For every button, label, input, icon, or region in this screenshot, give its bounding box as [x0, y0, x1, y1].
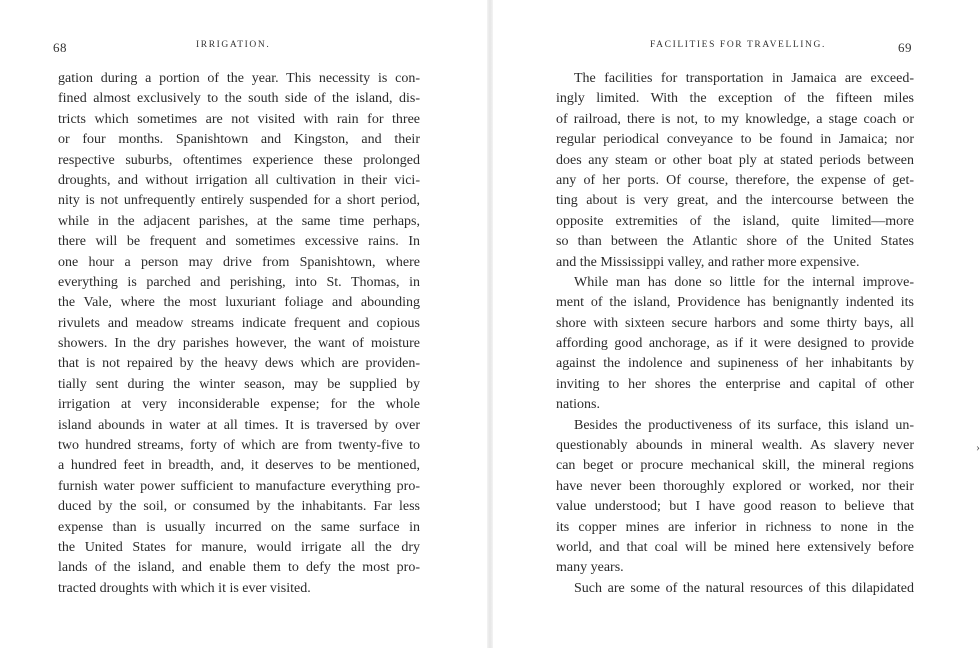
left-page-number: 68	[53, 40, 67, 55]
text-line: gation during a portion of the year. This necessity is con-	[58, 71, 420, 86]
text-line: irrigation at very inconsiderable expense; for the whole	[58, 397, 420, 413]
text-line: respective suburbs, oftentimes experience these prolonged	[58, 152, 420, 168]
text-line: have never been thoroughly explored or worked, nor their	[556, 478, 914, 494]
text-line: or four months. Spanishtown and Kingston, and their	[58, 132, 420, 148]
text-line: world, and that coal will be mined here extensively before	[556, 539, 914, 555]
text-line: the Vale, where the most luxuriant foliage and abounding	[58, 295, 420, 311]
text-line: one hour a person may drive from Spanishtown, where	[58, 254, 420, 270]
text-line: any of her ports. Of course, therefore, the expense of get-	[556, 172, 914, 188]
text-line: Such are some of the natural resources of this dilapidated	[574, 580, 914, 596]
text-line: The facilities for transportation in Jamaica are exceed-	[574, 71, 914, 86]
text-line: tricts which sometimes are not visited with rain for three	[58, 111, 420, 127]
right-text-block	[556, 69, 914, 599]
right-running-head: FACILITIES FOR TRAVELLING.	[650, 40, 826, 50]
text-line: of railroad, there is not, to my knowledge, a stage coach or	[556, 111, 914, 127]
text-line: everything is parched and perishing, into St. Thomas, in	[58, 274, 420, 290]
text-line: furnish water power sufficient to manufacture everything pro-	[58, 478, 420, 494]
text-line: its copper mines are inferior in richness to none in the	[556, 519, 914, 535]
page-edge-mark: ›	[976, 440, 980, 454]
text-line: can beget or procure mechanical skill, the mineral regions	[556, 458, 914, 474]
right-page	[490, 0, 980, 648]
text-line: While man has done so little for the internal improve-	[574, 274, 914, 290]
text-line: does any steam or other boat ply at stated periods between	[556, 152, 914, 168]
text-line: regular periodical conveyance to be found in Jamaica; nor	[556, 132, 914, 148]
text-line: the United States for manure, would irrigate all the dry	[58, 539, 420, 555]
text-line: two hundred streams, forty of which are from twenty-five to	[58, 438, 420, 454]
text-line: ting about is very great, and the intercourse between the	[556, 193, 914, 209]
text-line: many years.	[556, 560, 624, 576]
text-line: duced by the soil, or consumed by the inhabitants. Far less	[58, 499, 420, 515]
text-line: shore with sixteen secure harbors and some thirty bays, all	[556, 315, 914, 331]
text-line: tracted droughts with which it is ever visited.	[58, 580, 311, 596]
text-line: lands of the island, and enable them to defy the most pro-	[58, 560, 420, 576]
text-line: value understood; but I have good reason to believe that	[556, 499, 914, 515]
text-line: ingly limited. With the exception of the fifteen miles	[556, 91, 914, 107]
text-line: against the indolence and supineness of her inhabitants by	[556, 356, 914, 372]
text-line: showers. In the dry parishes however, the want of moisture	[58, 336, 420, 352]
text-line: questionably abounds in mineral wealth. As slavery never	[556, 438, 914, 454]
text-line: fined almost exclusively to the south side of the island, dis-	[58, 91, 420, 107]
text-line: droughts, and without irrigation all cultivation in their vici-	[58, 172, 420, 188]
text-line: while in the adjacent parishes, at the same time perhaps,	[58, 213, 420, 229]
text-line: affording good anchorage, as if it were designed to provide	[556, 336, 914, 352]
text-line: tially sent during the winter season, may be supplied by	[58, 376, 420, 392]
text-line: Besides the productiveness of its surface, this island un-	[574, 417, 914, 433]
text-line: island abounds in water at all times. It is traversed by over	[58, 417, 420, 433]
left-text-block	[58, 69, 420, 599]
text-line: inviting to her shores the enterprise and capital of other	[556, 376, 914, 392]
text-line: a hundred feet in breadth, and, it deserves to be mentioned,	[58, 458, 420, 474]
right-page-number: 69	[898, 40, 912, 55]
left-running-head: IRRIGATION.	[196, 40, 271, 50]
text-line: nity is not unfrequently entirely suspended for a short period,	[58, 193, 420, 209]
text-line: expense than is usually incurred on the same surface in	[58, 519, 420, 535]
text-line: ment of the island, Providence has benignantly indented its	[556, 295, 914, 311]
text-line: opposite extremities of the island, quite limited—more	[556, 213, 914, 229]
text-line: so than between the Atlantic shore of the United States	[556, 234, 914, 250]
text-line: there will be frequent and sometimes excessive rains. In	[58, 234, 420, 250]
text-line: and the Mississippi valley, and rather more expensive.	[556, 254, 860, 270]
text-line: rivulets and meadow streams indicate frequent and copious	[58, 315, 420, 331]
text-line: that is not repaired by the heavy dews which are providen-	[58, 356, 420, 372]
text-line: nations.	[556, 397, 600, 413]
